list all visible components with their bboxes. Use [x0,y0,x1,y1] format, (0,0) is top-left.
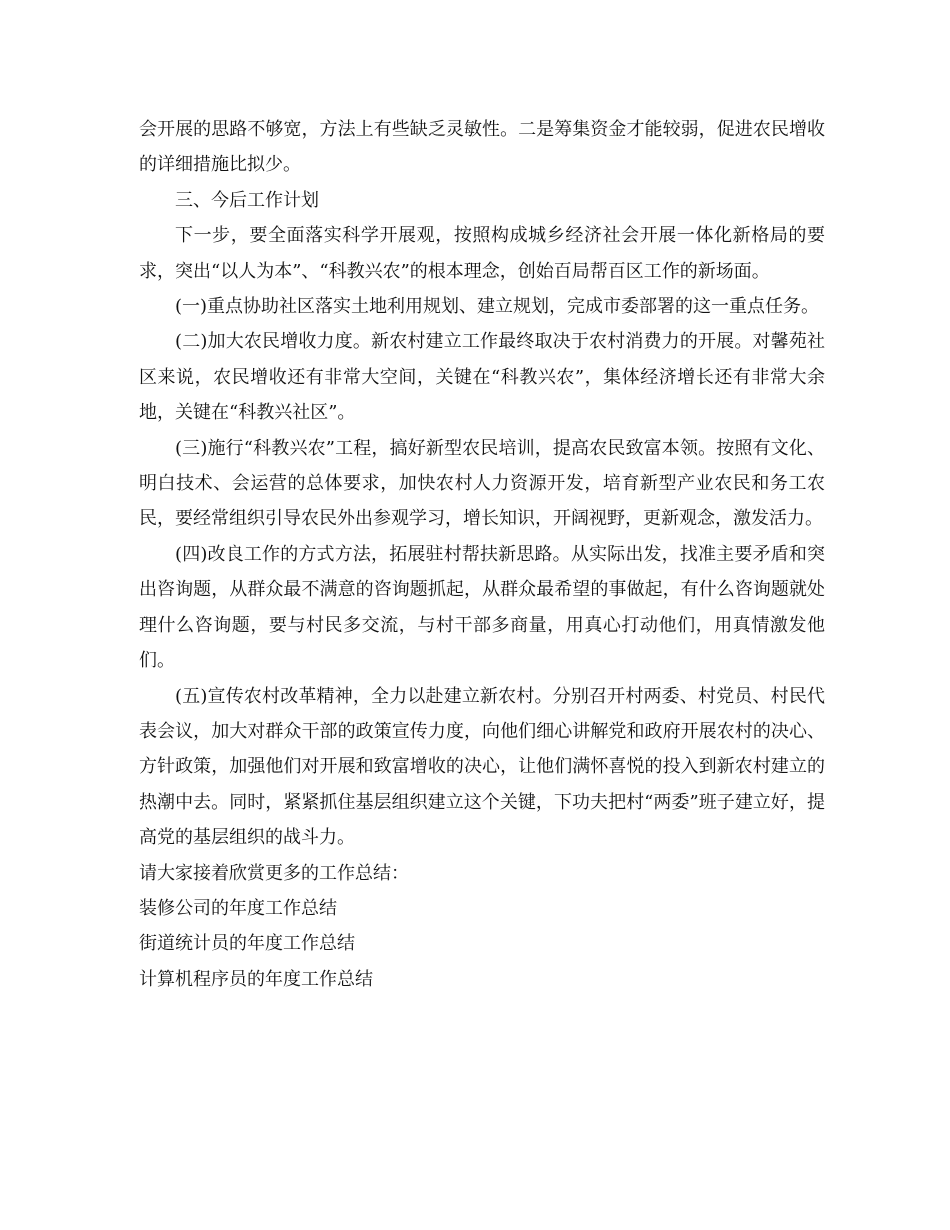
paragraph-continuation: 会开展的思路不够宽，方法上有些缺乏灵敏性。二是筹集资金才能较弱，促进农民增收的详细措施比拟少。 [139,119,825,176]
section-heading: 三、今后工作计划 [175,189,319,211]
paragraph-item-3: (三)施行“科教兴农”工程，搞好新型农民培训，提高农民致富本领。按照有文化、明白技术、会运营的总体要求，加快农村人力资源开发，培育新型产业农民和务工农民，要经常组织引导农民外出参观学习，增长知识，开阔视野，更新观念，激发活力。 [139,437,825,530]
paragraph-intro: 下一步，要全面落实科学开展观，按照构成城乡经济社会开展一体化新格局的要求，突出“以人为本”、“科教兴农”的根本理念，创始百局帮百区工作的新场面。 [139,225,825,282]
document-body [139,112,825,997]
more-summary-link[interactable]: 街道统计员的年度工作总结 [139,933,355,955]
more-summary-link[interactable]: 装修公司的年度工作总结 [139,897,337,919]
more-summaries-intro: 请大家接着欣赏更多的工作总结： [139,862,409,884]
paragraph-item-5: (五)宣传农村改革精神，全力以赴建立新农村。分别召开村两委、村党员、村民代表会议，加大对群众干部的政策宣传力度，向他们细心讲解党和政府开展农村的决心、方针政策，加强他们对开展和致富增收的决心，让他们满怀喜悦的投入到新农村建立的热潮中去。同时，紧紧抓住基层组织建立这个关键，下功夫把村“两委”班子建立好，提高党的基层组织的战斗力。 [139,685,825,849]
paragraph-item-1: (一)重点协助社区落实土地利用规划、建立规划，完成市委部署的这一重点任务。 [175,296,820,318]
paragraph-item-2: (二)加大农民增收力度。新农村建立工作最终取决于农村消费力的开展。对馨苑社区来说，农民增收还有非常大空间，关键在“科教兴农”，集体经济增长还有非常大余地，关键在“科教兴社区”。 [139,331,825,424]
more-summary-link[interactable]: 计算机程序员的年度工作总结 [139,968,373,990]
paragraph-item-4: (四)改良工作的方式方法，拓展驻村帮扶新思路。从实际出发，找准主要矛盾和突出咨询题，从群众最不满意的咨询题抓起，从群众最希望的事做起，有什么咨询题就处理什么咨询题，要与村民多交流，与村干部多商量，用真心打动他们，用真情激发他们。 [139,543,825,672]
